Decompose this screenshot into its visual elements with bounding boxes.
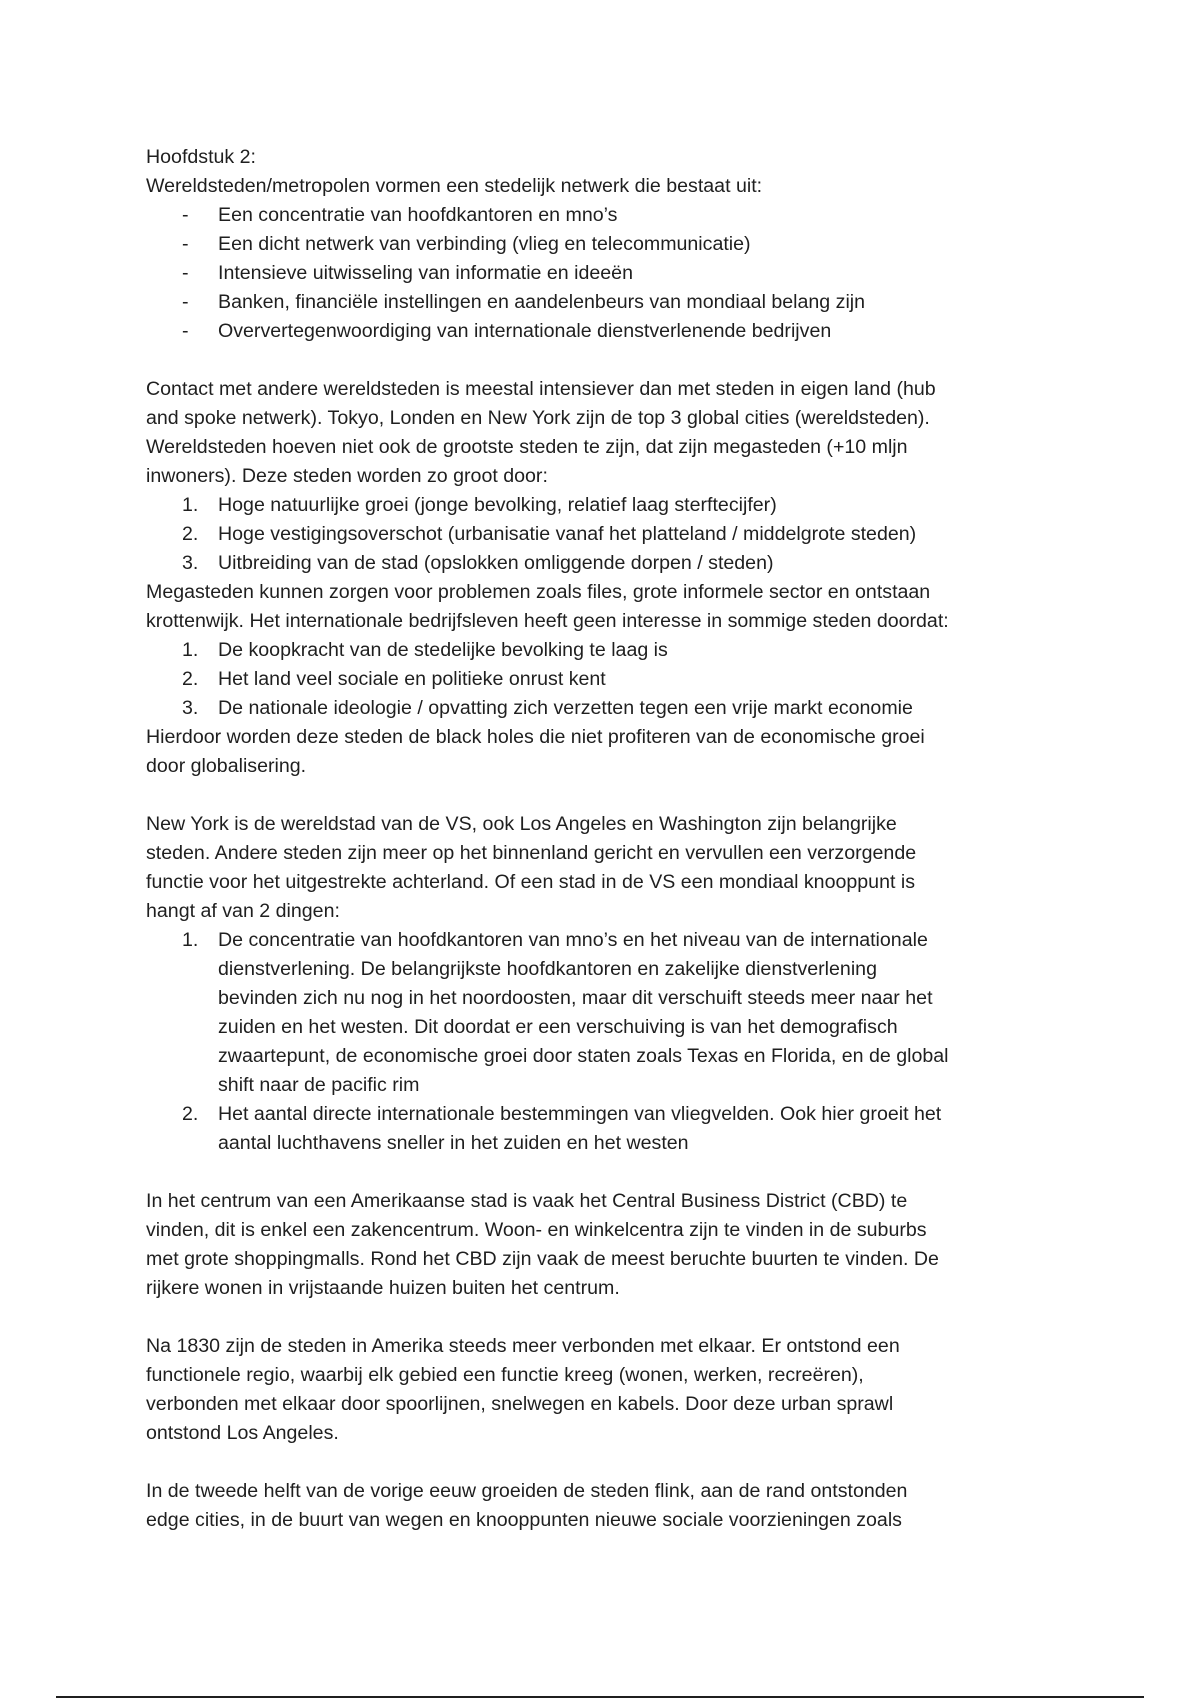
paragraph-gap (146, 1158, 1086, 1187)
hub-factors-list (146, 926, 1086, 1158)
list-item: - Een concentratie van hoofdkantoren en mno’s (146, 201, 1086, 230)
list-item: - Een dicht netwerk van verbinding (vlieg en telecommunicatie) (146, 230, 1086, 259)
document-page (146, 143, 1086, 1535)
text-line: steden. Andere steden zijn meer op het binnenland gericht en vervullen een verzorgende (146, 842, 917, 864)
list-item: 1. De koopkracht van de stedelijke bevolking te laag is (146, 636, 1086, 665)
page-divider (56, 1696, 1144, 1698)
list-item: 2. Hoge vestigingsoverschot (urbanisatie vanaf het platteland / middelgrote steden) (146, 520, 1086, 549)
list-number: 1. (182, 639, 199, 661)
text-line: In het centrum van een Amerikaanse stad is vaak het Central Business District (CBD) te (146, 1190, 908, 1212)
list-number: 2. (182, 1103, 199, 1125)
text-line: ontstond Los Angeles. (146, 1422, 339, 1444)
paragraph-1830 (146, 1332, 1086, 1448)
paragraph-edge-cities (146, 1477, 1086, 1535)
list-item (146, 926, 1086, 1100)
text-line: door globalisering. (146, 755, 307, 777)
paragraph-new-york (146, 810, 1086, 926)
list-number: 3. (182, 552, 199, 574)
list-number: 2. (182, 523, 199, 545)
text-line: Megasteden kunnen zorgen voor problemen zoals files, grote informele sector en ontstaan (146, 581, 931, 603)
text-line: Contact met andere wereldsteden is meestal intensiever dan met steden in eigen land (hub (146, 378, 936, 400)
text-line: zwaartepunt, de economische groei door staten zoals Texas en Florida, en de global (218, 1045, 949, 1067)
dash-marker: - (182, 204, 189, 226)
paragraph-cbd (146, 1187, 1086, 1303)
text-line: rijkere wonen in vrijstaande huizen buiten het centrum. (146, 1277, 620, 1299)
text-line: zuiden en het westen. Dit doordat er een verschuiving is van het demografisch (218, 1016, 898, 1038)
text-line: Na 1830 zijn de steden in Amerika steeds meer verbonden met elkaar. Er ontstond een (146, 1335, 900, 1357)
paragraph-gap (146, 1448, 1086, 1477)
paragraph-gap (146, 1303, 1086, 1332)
list-item: - Intensieve uitwisseling van informatie en ideeën (146, 259, 1086, 288)
paragraph-megasteden (146, 578, 1086, 636)
list-item: 3. De nationale ideologie / opvatting zich verzetten tegen een vrije markt economie (146, 694, 1086, 723)
chapter-heading: Hoofdstuk 2: (146, 146, 257, 168)
text-line: Het aantal directe internationale bestemmingen van vliegvelden. Ook hier groeit het (218, 1103, 942, 1125)
text-line: New York is de wereldstad van de VS, ook Los Angeles en Washington zijn belangrijke (146, 813, 897, 835)
text-line: edge cities, in de buurt van wegen en knooppunten nieuwe sociale voorzieningen zoals (146, 1509, 902, 1531)
text-line: inwoners). Deze steden worden zo groot door: (146, 465, 548, 487)
paragraph-gap (146, 346, 1086, 375)
text-line: and spoke netwerk). Tokyo, Londen en New York zijn de top 3 global cities (wereldsteden). (146, 407, 930, 429)
paragraph-gap (146, 781, 1086, 810)
list-number: 1. (182, 929, 199, 951)
text-line: vinden, dit is enkel een zakencentrum. Woon- en winkelcentra zijn te vinden in de suburbs (146, 1219, 927, 1241)
disinterest-reasons-list (146, 636, 1086, 723)
intro-line: Wereldsteden/metropolen vormen een stedelijk netwerk die bestaat uit: (146, 175, 763, 197)
list-number: 3. (182, 697, 199, 719)
text-line: met grote shoppingmalls. Rond het CBD zijn vaak de meest beruchte buurten te vinden. De (146, 1248, 939, 1270)
list-number: 1. (182, 494, 199, 516)
text-line: shift naar de pacific rim (218, 1074, 420, 1096)
list-item: - Oververtegenwoordiging van internationale dienstverlenende bedrijven (146, 317, 1086, 346)
dash-marker: - (182, 320, 189, 342)
dash-marker: - (182, 291, 189, 313)
list-item: 1. Hoge natuurlijke groei (jonge bevolking, relatief laag sterftecijfer) (146, 491, 1086, 520)
features-list (146, 201, 1086, 346)
list-number: 2. (182, 668, 199, 690)
text-line: verbonden met elkaar door spoorlijnen, snelwegen en kabels. Door deze urban sprawl (146, 1393, 894, 1415)
list-item: 3. Uitbreiding van de stad (opslokken omliggende dorpen / steden) (146, 549, 1086, 578)
list-item: - Banken, financiële instellingen en aandelenbeurs van mondiaal belang zijn (146, 288, 1086, 317)
text-line: hangt af van 2 dingen: (146, 900, 340, 922)
text-line: functie voor het uitgestrekte achterland. Of een stad in de VS een mondiaal knooppunt is (146, 871, 915, 893)
text-line: In de tweede helft van de vorige eeuw groeiden de steden flink, aan de rand ontstonden (146, 1480, 908, 1502)
text-line: functionele regio, waarbij elk gebied een functie kreeg (wonen, werken, recreëren), (146, 1364, 864, 1386)
dash-marker: - (182, 262, 189, 284)
text-line: dienstverlening. De belangrijkste hoofdkantoren en zakelijke dienstverlening (218, 958, 877, 980)
text-line: bevinden zich nu nog in het noordoosten, maar dit verschuift steeds meer naar het (218, 987, 933, 1009)
list-item: 2. Het land veel sociale en politieke onrust kent (146, 665, 1086, 694)
paragraph-contact (146, 375, 1086, 491)
paragraph-black-holes (146, 723, 1086, 781)
growth-reasons-list (146, 491, 1086, 578)
text-line: krottenwijk. Het internationale bedrijfsleven heeft geen interesse in sommige steden doordat: (146, 610, 949, 632)
dash-marker: - (182, 233, 189, 255)
text-line: aantal luchthavens sneller in het zuiden en het westen (218, 1132, 689, 1154)
text-line: Wereldsteden hoeven niet ook de grootste steden te zijn, dat zijn megasteden (+10 mljn (146, 436, 908, 458)
text-line: Hierdoor worden deze steden de black holes die niet profiteren van de economische groei (146, 726, 925, 748)
list-item (146, 1100, 1086, 1158)
text-line: De concentratie van hoofdkantoren van mno’s en het niveau van de internationale (218, 929, 928, 951)
